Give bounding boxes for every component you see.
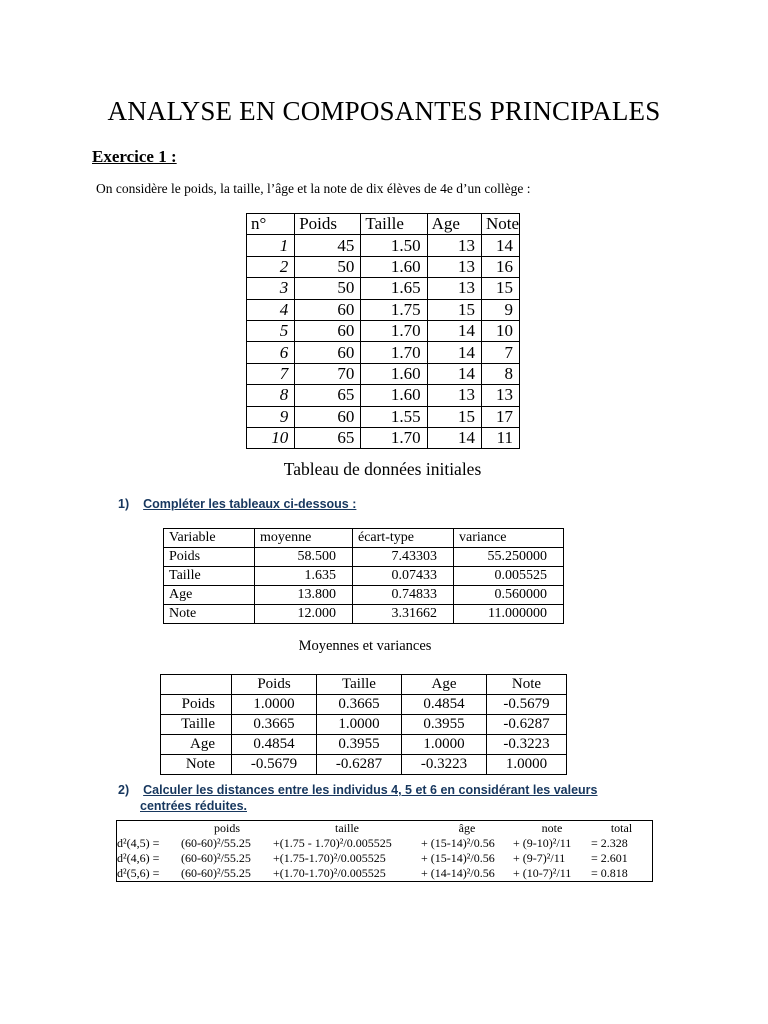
table-cell: 10 xyxy=(247,427,295,448)
table-cell: Poids xyxy=(164,548,255,567)
table-cell: + (10-7)²/11 xyxy=(513,866,572,880)
intro-text: On considère le poids, la taille, l’âge et la note de dix élèves de 4e d’un collège : xyxy=(96,181,531,196)
table-cell: 13 xyxy=(427,278,481,299)
table-cell: +(1.75-1.70)²/0.005525 xyxy=(273,851,386,865)
table-cell: 0.07433 xyxy=(353,567,454,586)
table-row xyxy=(164,567,564,586)
table-row xyxy=(164,586,564,605)
table-cell: 1.60 xyxy=(361,385,427,406)
column-header xyxy=(161,675,232,695)
column-header: taille xyxy=(335,821,359,835)
table-cell: 1.635 xyxy=(255,567,353,586)
question-number: 1) xyxy=(118,497,130,511)
column-header: écart-type xyxy=(353,529,454,548)
table-cell: 13.800 xyxy=(255,586,353,605)
table-cell: 0.3665 xyxy=(232,715,317,735)
table-cell: 7.43303 xyxy=(353,548,454,567)
column-header: Age xyxy=(402,675,487,695)
table-cell: 0.3955 xyxy=(402,715,487,735)
table-cell: 14 xyxy=(427,427,481,448)
table-cell: 8 xyxy=(481,363,519,384)
column-header: Note xyxy=(481,214,519,235)
table-cell: 1.70 xyxy=(361,342,427,363)
table-cell: 50 xyxy=(295,256,361,277)
table-cell: 14 xyxy=(427,363,481,384)
table-cell: 6 xyxy=(247,342,295,363)
correlation-table xyxy=(160,674,567,775)
table-cell: + (15-14)²/0.56 xyxy=(421,851,495,865)
table-cell: 15 xyxy=(481,278,519,299)
table-row xyxy=(247,406,520,427)
table-cell: 1.55 xyxy=(361,406,427,427)
table-cell: d²(4,5) = xyxy=(117,836,160,850)
page-title: ANALYSE EN COMPOSANTES PRINCIPALES xyxy=(107,96,661,126)
table-cell: d²(5,6) = xyxy=(117,866,160,880)
question-number: 2) xyxy=(118,783,130,797)
table-cell: 0.3665 xyxy=(317,695,402,715)
initial-data-table xyxy=(246,213,520,449)
table-cell: -0.6287 xyxy=(317,755,402,775)
table-cell: 0.3955 xyxy=(317,735,402,755)
table-header-row xyxy=(161,675,567,695)
table-row xyxy=(117,836,653,851)
table-cell: 14 xyxy=(481,235,519,256)
column-header: Taille xyxy=(317,675,402,695)
table-cell: + (14-14)²/0.56 xyxy=(421,866,495,880)
table-cell: 1.0000 xyxy=(487,755,567,775)
table-row xyxy=(161,715,567,735)
table-cell: 11.000000 xyxy=(454,605,564,624)
column-header: n° xyxy=(247,214,295,235)
table-cell: +(1.75 - 1.70)²/0.005525 xyxy=(273,836,392,850)
column-header: moyenne xyxy=(255,529,353,548)
table-row xyxy=(247,342,520,363)
column-header: Note xyxy=(487,675,567,695)
table-cell: 0.74833 xyxy=(353,586,454,605)
table-cell: 15 xyxy=(427,299,481,320)
table-cell: 1.0000 xyxy=(402,735,487,755)
table-cell: Note xyxy=(161,755,232,775)
column-header: total xyxy=(610,821,633,835)
table-cell: 14 xyxy=(427,320,481,341)
table-cell: 45 xyxy=(295,235,361,256)
table-cell: 11 xyxy=(481,427,519,448)
table-cell: 1.60 xyxy=(361,363,427,384)
distance-table xyxy=(116,820,653,882)
table-cell: 7 xyxy=(481,342,519,363)
table-cell: -0.5679 xyxy=(232,755,317,775)
column-header: Age xyxy=(427,214,481,235)
table-cell: 50 xyxy=(295,278,361,299)
question-text-continued: centrées réduites. xyxy=(140,799,247,813)
table-cell: Age xyxy=(164,586,255,605)
table-cell: 60 xyxy=(295,342,361,363)
question-2 xyxy=(118,782,658,814)
table-row xyxy=(161,755,567,775)
table-cell: 0.005525 xyxy=(454,567,564,586)
table-cell: -0.3223 xyxy=(487,735,567,755)
table-cell: Poids xyxy=(161,695,232,715)
table-cell: 60 xyxy=(295,299,361,320)
column-header: Variable xyxy=(164,529,255,548)
table-cell: 0.4854 xyxy=(402,695,487,715)
column-header: Poids xyxy=(232,675,317,695)
table-cell: Taille xyxy=(164,567,255,586)
table-cell: Taille xyxy=(161,715,232,735)
table-cell: 3.31662 xyxy=(353,605,454,624)
table-cell: 60 xyxy=(295,320,361,341)
table-cell: 1 xyxy=(247,235,295,256)
column-header: poids xyxy=(213,821,240,835)
table-cell: = 2.601 xyxy=(591,851,628,865)
table-cell: 1.65 xyxy=(361,278,427,299)
table-cell: Note xyxy=(164,605,255,624)
table-cell: -0.5679 xyxy=(487,695,567,715)
column-header: Poids xyxy=(295,214,361,235)
table-cell: 0.4854 xyxy=(232,735,317,755)
table-header-row xyxy=(247,214,520,235)
table-cell: 10 xyxy=(481,320,519,341)
table-cell: 5 xyxy=(247,320,295,341)
column-header: note xyxy=(541,821,563,835)
table-cell: +(1.70-1.70)²/0.005525 xyxy=(273,866,386,880)
table-row xyxy=(161,735,567,755)
table-row xyxy=(117,866,653,882)
table-cell: = 2.328 xyxy=(591,836,628,850)
table-cell: 9 xyxy=(247,406,295,427)
table-row xyxy=(247,299,520,320)
table-cell: 13 xyxy=(427,385,481,406)
table-row xyxy=(247,427,520,448)
table-cell: -0.3223 xyxy=(402,755,487,775)
table-cell: d²(4,6) = xyxy=(117,851,160,865)
table-cell: -0.6287 xyxy=(487,715,567,735)
table-cell: (60-60)²/55.25 xyxy=(181,836,251,850)
table-cell: 58.500 xyxy=(255,548,353,567)
table-row xyxy=(117,851,653,866)
table-cell: 17 xyxy=(481,406,519,427)
means-table xyxy=(163,528,564,624)
table-row xyxy=(247,385,520,406)
table-cell: 7 xyxy=(247,363,295,384)
table-cell: 0.560000 xyxy=(454,586,564,605)
table-row xyxy=(247,235,520,256)
table-cell: 13 xyxy=(481,385,519,406)
question-text: Calculer les distances entre les individus 4, 5 et 6 en considérant les valeurs xyxy=(143,783,598,797)
table-header-row xyxy=(117,821,653,837)
table-cell: + (9-7)²/11 xyxy=(513,851,566,865)
table-cell: 65 xyxy=(295,385,361,406)
table-row xyxy=(247,278,520,299)
table-cell: Age xyxy=(161,735,232,755)
table-cell: 15 xyxy=(427,406,481,427)
table-caption: Tableau de données initiales xyxy=(283,459,482,479)
table-row xyxy=(161,695,567,715)
table-cell: 1.70 xyxy=(361,320,427,341)
table-cell: 70 xyxy=(295,363,361,384)
table-cell: 3 xyxy=(247,278,295,299)
table-cell: 2 xyxy=(247,256,295,277)
table-cell: 13 xyxy=(427,235,481,256)
table-cell: 14 xyxy=(427,342,481,363)
table-cell: 55.250000 xyxy=(454,548,564,567)
table-row xyxy=(164,548,564,567)
table-cell: 13 xyxy=(427,256,481,277)
question-text: Compléter les tableaux ci-dessous : xyxy=(143,497,357,511)
exercise-heading: Exercice 1 : xyxy=(92,147,177,166)
table-cell: (60-60)²/55.25 xyxy=(181,866,251,880)
table-cell: 9 xyxy=(481,299,519,320)
column-header: âge xyxy=(458,821,476,835)
table-cell: + (15-14)²/0.56 xyxy=(421,836,495,850)
table-cell: 1.0000 xyxy=(232,695,317,715)
table-row xyxy=(247,256,520,277)
table-cell: = 0.818 xyxy=(591,866,628,880)
column-header xyxy=(117,821,182,837)
column-header: variance xyxy=(454,529,564,548)
question-1 xyxy=(118,497,356,511)
table-row xyxy=(164,605,564,624)
table-cell: 4 xyxy=(247,299,295,320)
table-caption: Moyennes et variances xyxy=(298,638,432,654)
table-cell: 60 xyxy=(295,406,361,427)
table-cell: 1.0000 xyxy=(317,715,402,735)
table-row xyxy=(247,320,520,341)
table-header-row xyxy=(164,529,564,548)
table-cell: 1.50 xyxy=(361,235,427,256)
table-cell: 1.60 xyxy=(361,256,427,277)
table-cell: 1.75 xyxy=(361,299,427,320)
table-cell: 65 xyxy=(295,427,361,448)
table-cell: 8 xyxy=(247,385,295,406)
table-cell: (60-60)²/55.25 xyxy=(181,851,251,865)
column-header: Taille xyxy=(361,214,427,235)
table-cell: 12.000 xyxy=(255,605,353,624)
table-row xyxy=(247,363,520,384)
table-cell: 1.70 xyxy=(361,427,427,448)
table-cell: 16 xyxy=(481,256,519,277)
table-cell: + (9-10)²/11 xyxy=(513,836,572,850)
